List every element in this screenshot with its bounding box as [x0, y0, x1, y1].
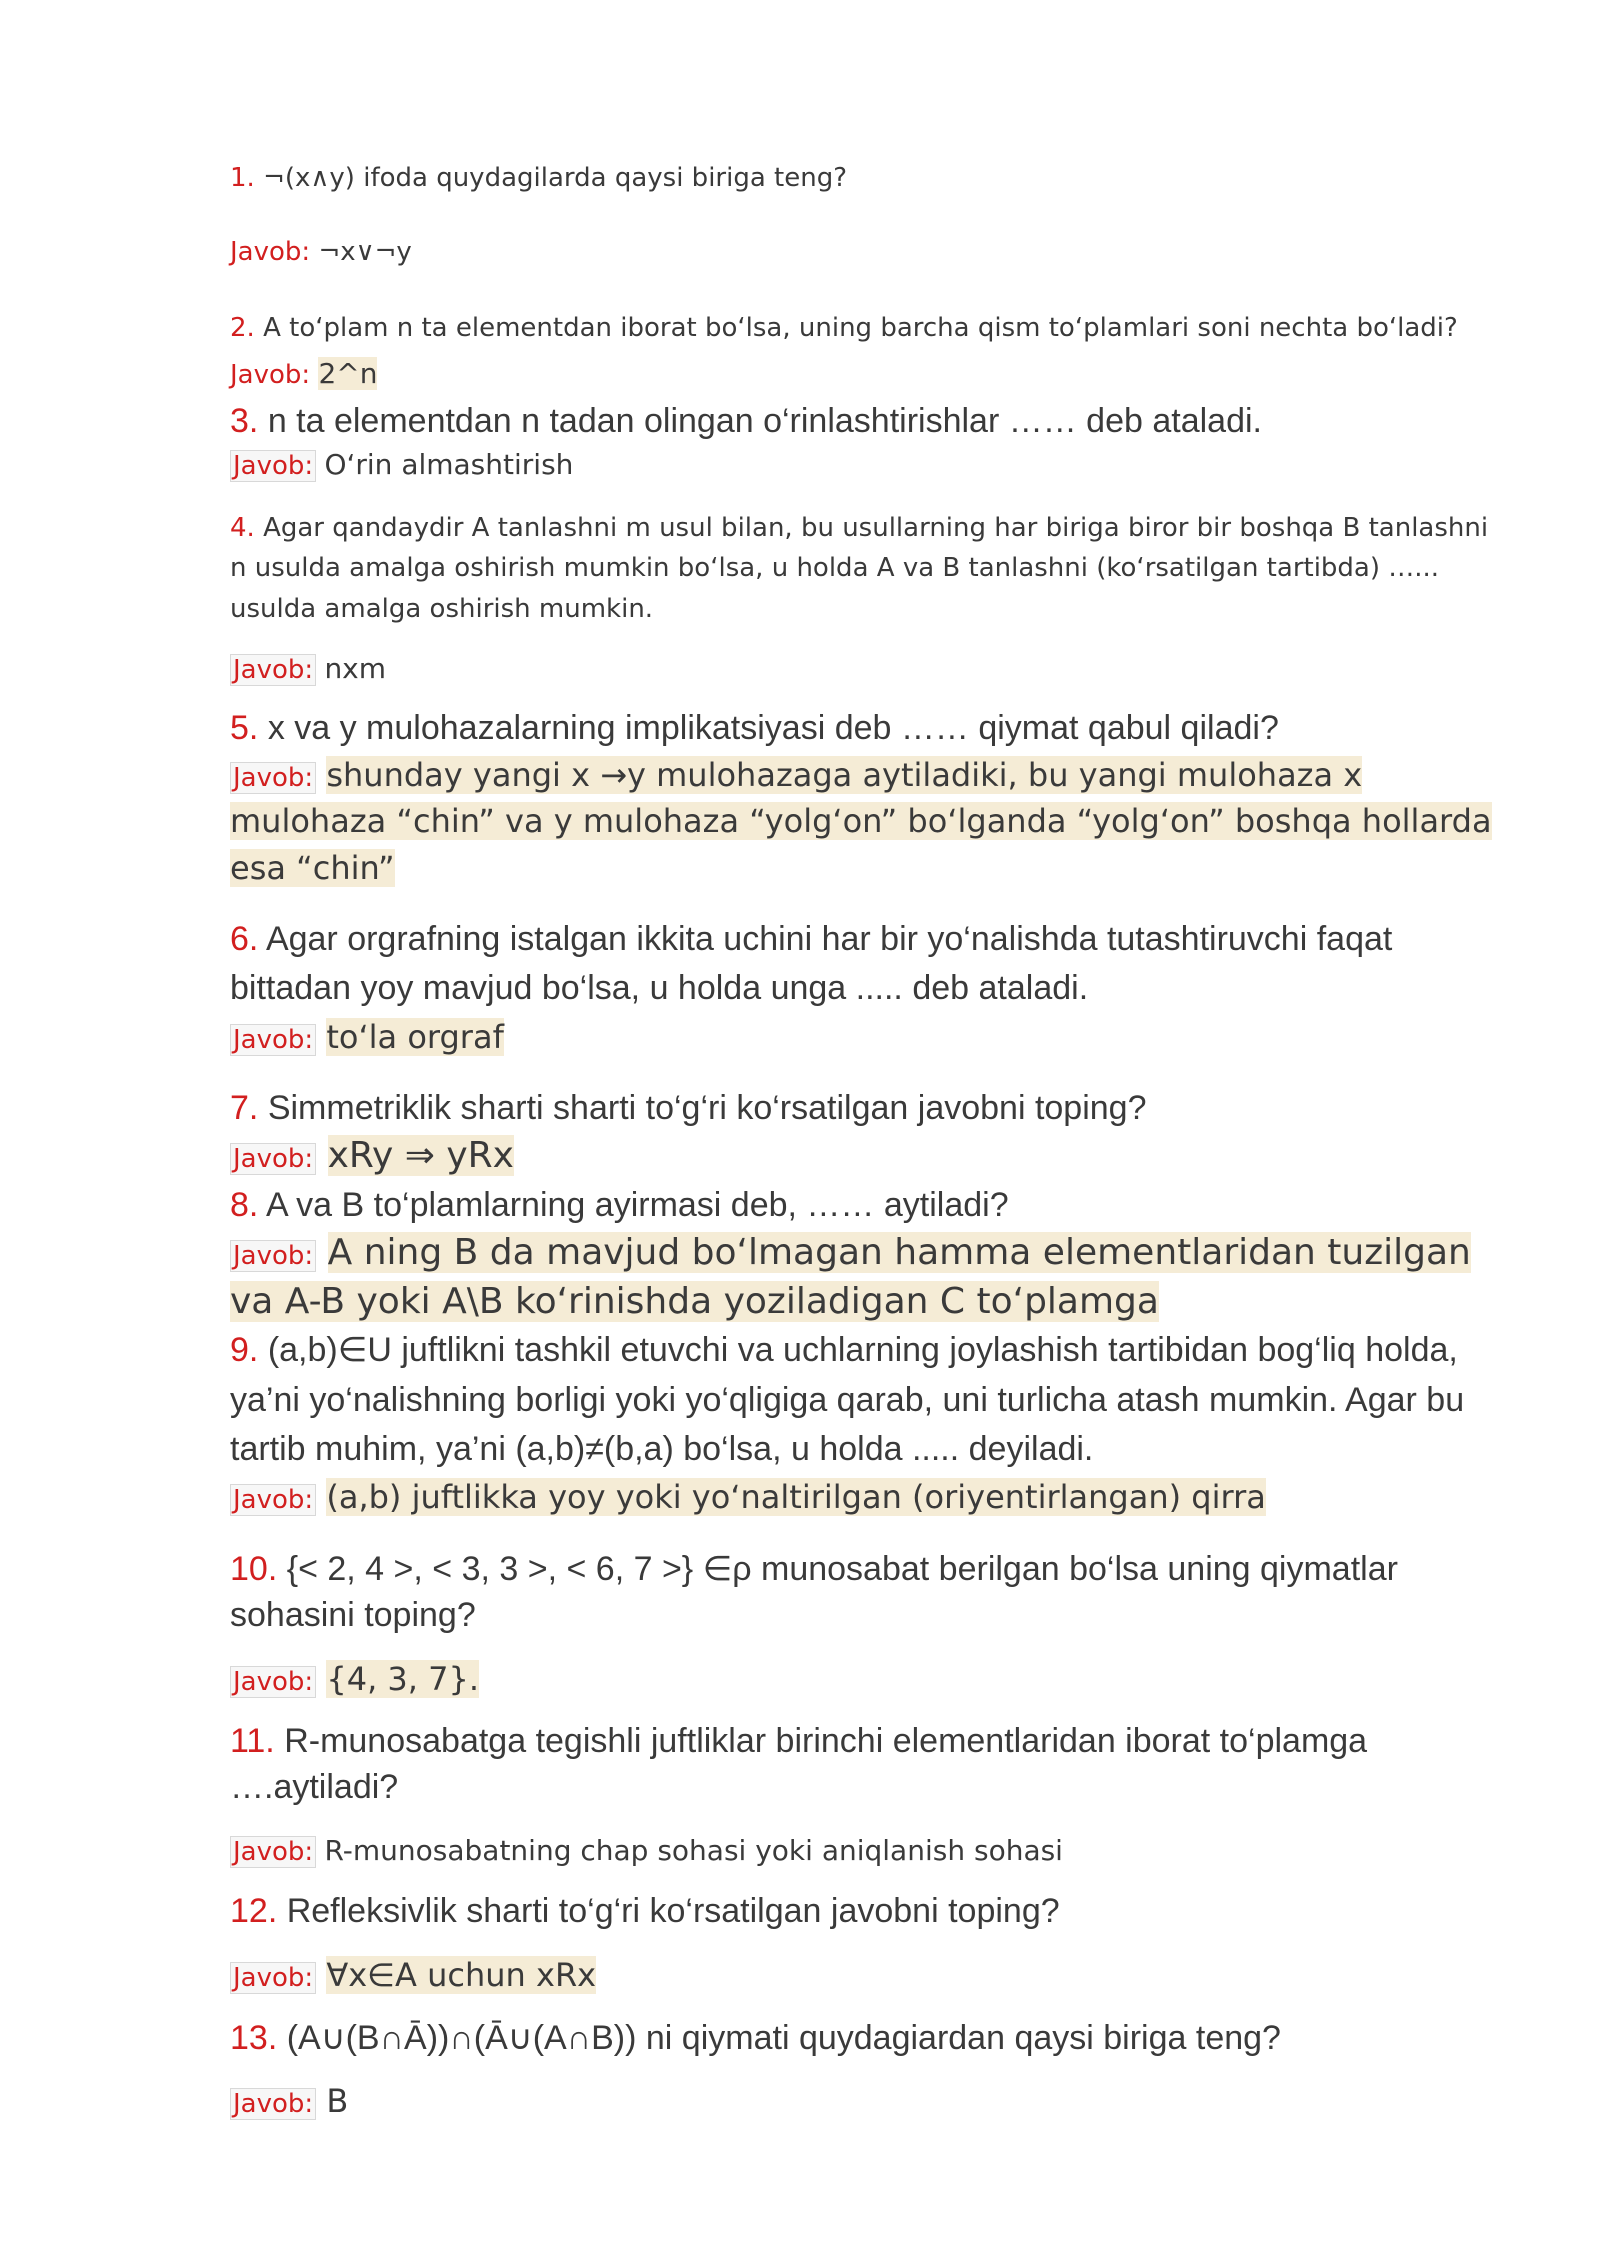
- answer-7: Javob: xRy ⇒ yRx: [230, 1132, 1500, 1181]
- answer-8: Javob: A ning B da mavjud bo‘lmagan hamma elementlaridan tuzilgan va A-B yoki A\B ko‘rinishda yoziladigan C to‘plamga: [230, 1232, 1471, 1322]
- document-page: [230, 160, 1500, 2125]
- answer-9: Javob: (a,b) juftlikka yoy yoki yo‘naltirilgan (oriyentirlangan) qirra: [230, 1474, 1500, 1520]
- question-3: 3. n ta elementdan n tadan olingan o‘rinlashtirishlar …… deb ataladi.: [230, 402, 1262, 441]
- answer-13: Javob: B: [230, 2078, 1500, 2124]
- question-9: 9. (a,b)∈U juftlikni tashkil etuvchi va uchlarning joylashish tartibidan bog‘liq holda, ya’ni yo‘nalishning borligi yoki yo‘qligiga qarab, uni turlicha atash mumkin. Agar bu tartib muhim, ya’ni (a,b)≠(b,a) bo‘lsa, u holda ..... deyiladi.: [230, 1331, 1465, 1469]
- question-1: 1. ¬(x∧y) ifoda quydagilarda qaysi biriga teng?: [230, 163, 847, 193]
- question-8: 8. A va B to‘plamlarning ayirmasi deb, …… aytiladi?: [230, 1185, 1009, 1224]
- answer-11: Javob: R-munosabatning chap sohasi yoki aniqlanish sohasi: [230, 1831, 1500, 1872]
- answer-5: Javob: shunday yangi x →y mulohazaga aytiladiki, bu yangi mulohaza x mulohaza “chin” va y mulohaza “yolg‘on” bo‘lganda “yolg‘on” boshqa hollarda esa “chin”: [230, 755, 1492, 887]
- answer-6: Javob: to‘la orgraf: [230, 1014, 1500, 1060]
- question-12: 12. Refleksivlik sharti to‘g‘ri ko‘rsatilgan javobni toping?: [230, 1892, 1060, 1931]
- answer-1: Javob: ¬x∨¬y: [230, 237, 412, 268]
- question-4: 4. Agar qandaydir A tanlashni m usul bilan, bu usullarning har biriga biror bir boshqa B tanlashni n usulda amalga oshirish mumkin bo‘lsa, u holda A va B tanlashni (ko‘rsatilgan tartibda) …... usulda amalga oshirish mumkin.: [230, 513, 1489, 624]
- answer-4: Javob: nxm: [230, 649, 1500, 690]
- question-7: 7. Simmetriklik sharti sharti to‘g‘ri ko‘rsatilgan javobni toping?: [230, 1089, 1147, 1128]
- question-10: 10. {< 2, 4 >, < 3, 3 >, < 6, 7 >} ∈ρ munosabat berilgan bo‘lsa uning qiymatlar sohasini toping?: [230, 1549, 1398, 1634]
- question-11: 11. R-munosabatga tegishli juftliklar birinchi elementlaridan iborat to‘plamga ….aytiladi?: [230, 1721, 1368, 1806]
- answer-2: Javob: 2^n: [230, 357, 378, 391]
- question-5: 5. x va y mulohazalarning implikatsiyasi deb …… qiymat qabul qiladi?: [230, 708, 1279, 747]
- answer-3: Javob: O‘rin almashtirish: [230, 445, 1500, 486]
- question-6: 6. Agar orgrafning istalgan ikkita uchini har bir yo‘nalishda tutashtiruvchi faqat bittadan yoy mavjud bo‘lsa, u holda unga ..... deb ataladi.: [230, 920, 1393, 1008]
- answer-10: Javob: {4, 3, 7}.: [230, 1656, 1500, 1702]
- question-2: 2. A to‘plam n ta elementdan iborat bo‘lsa, uning barcha qism to‘plamlari soni nechta bo‘ladi?: [230, 313, 1458, 344]
- question-13: 13. (A∪(B∩Ā))∩(Ā∪(A∩B)) ni qiymati quydagiardan qaysi biriga teng?: [230, 2019, 1281, 2057]
- answer-12: Javob: ∀x∈A uchun xRx: [230, 1952, 1500, 1998]
